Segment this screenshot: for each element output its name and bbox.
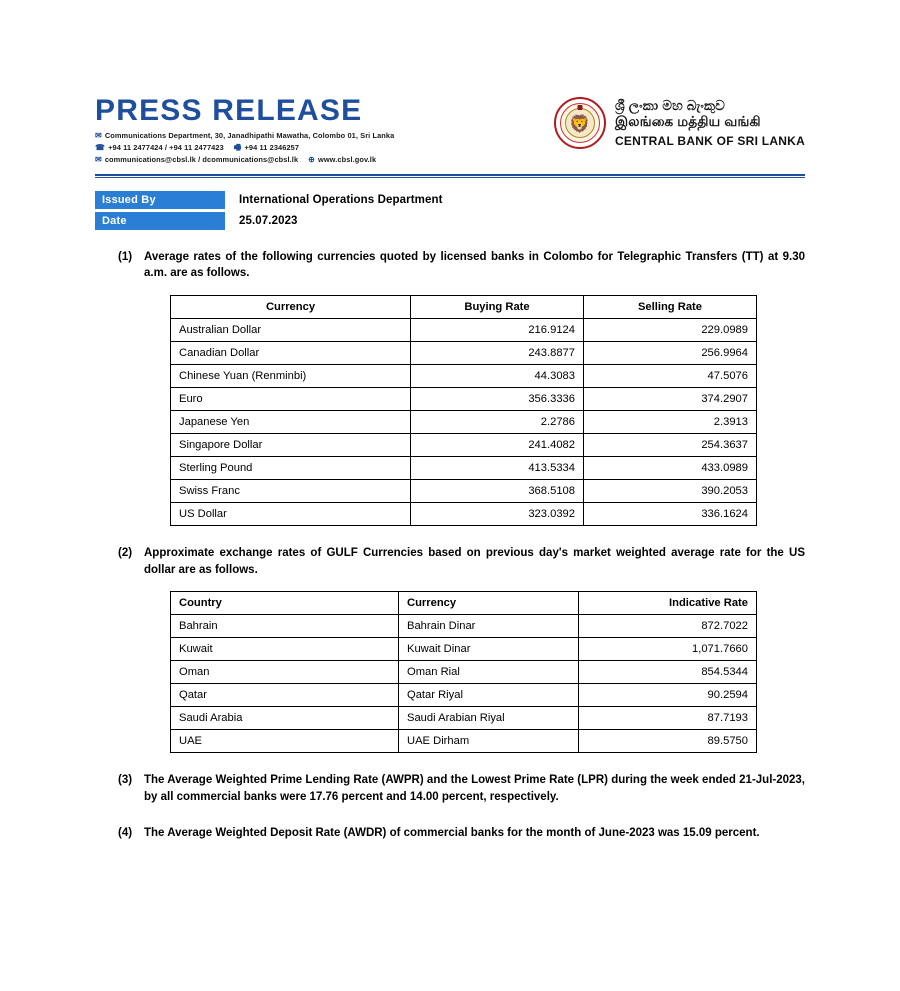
cell-indicative-rate: 87.7193	[579, 707, 757, 730]
cell-indicative-rate: 854.5344	[579, 661, 757, 684]
date-row	[95, 212, 805, 230]
cell-currency: Kuwait Dinar	[399, 638, 579, 661]
cell-buying: 356.3336	[411, 388, 584, 411]
table-row	[171, 457, 757, 480]
header-address-line	[95, 130, 495, 142]
header-right-block	[554, 97, 805, 149]
section-text-4: The Average Weighted Deposit Rate (AWDR) of commercial banks for the month of June-2023 was 15.09 percent.	[144, 826, 760, 839]
cell-selling: 256.9964	[584, 342, 757, 365]
date-label: Date	[95, 212, 225, 230]
cell-buying: 243.8877	[411, 342, 584, 365]
location-icon: ✉	[95, 130, 102, 140]
cell-currency: Japanese Yen	[171, 411, 411, 434]
header-email-line	[95, 154, 495, 166]
document-meta	[95, 191, 805, 230]
gulf-rates-table	[170, 591, 757, 753]
bank-name-block	[615, 98, 805, 149]
cell-selling: 336.1624	[584, 503, 757, 526]
table-header-row	[171, 592, 757, 615]
table-row	[171, 319, 757, 342]
table-header-row	[171, 296, 757, 319]
table-row	[171, 480, 757, 503]
table-row	[171, 661, 757, 684]
cell-buying: 413.5334	[411, 457, 584, 480]
header-divider	[95, 174, 805, 176]
section-paragraph-4	[95, 825, 805, 842]
header-country: Country	[171, 592, 399, 615]
section-paragraph-1	[95, 249, 805, 282]
issued-by-value: International Operations Department	[239, 193, 443, 206]
cell-currency: Swiss Franc	[171, 480, 411, 503]
cell-currency: Australian Dollar	[171, 319, 411, 342]
section-number-3: (3)	[118, 774, 133, 787]
cell-indicative-rate: 89.5750	[579, 730, 757, 753]
table-row	[171, 684, 757, 707]
section-text-2: Approximate exchange rates of GULF Currencies based on previous day's market weighted average rate for the US dollar are as follows.	[144, 547, 805, 576]
cell-country: UAE	[171, 730, 399, 753]
cell-selling: 254.3637	[584, 434, 757, 457]
cell-indicative-rate: 872.7022	[579, 615, 757, 638]
header-currency: Currency	[171, 296, 411, 319]
section-number-2: (2)	[118, 547, 133, 560]
table-row	[171, 638, 757, 661]
cell-currency: Canadian Dollar	[171, 342, 411, 365]
cell-country: Kuwait	[171, 638, 399, 661]
cell-currency: Singapore Dollar	[171, 434, 411, 457]
cell-selling: 47.5076	[584, 365, 757, 388]
header-email-text: communications@cbsl.lk / dcommunications@cbsl.lk	[104, 155, 299, 165]
section-number-4: (4)	[118, 826, 133, 839]
bank-name-tamil: இலங்கை மத்திய வங்கி	[614, 114, 761, 130]
gulf-table-wrapper	[170, 591, 757, 753]
header-address-text: Communications Department, 30, Janadhipathi Mawatha, Colombo 01, Sri Lanka	[104, 130, 395, 140]
table-row	[171, 434, 757, 457]
cell-selling: 229.0989	[584, 319, 757, 342]
cell-buying: 216.9124	[411, 319, 584, 342]
bank-name-sinhala: ශ්‍රී ලංකා මහ බැංකුව	[614, 97, 726, 113]
header-fax-text: +94 11 2346257	[244, 142, 300, 152]
cell-indicative-rate: 90.2594	[579, 684, 757, 707]
rates-table-wrapper	[170, 295, 757, 526]
cell-currency: Bahrain Dinar	[399, 615, 579, 638]
globe-icon: ⊕	[308, 155, 315, 165]
cell-buying: 241.4082	[411, 434, 584, 457]
table-row	[171, 707, 757, 730]
cell-country: Bahrain	[171, 615, 399, 638]
cell-buying: 44.3083	[411, 365, 584, 388]
issued-by-label: Issued By	[95, 191, 225, 209]
cell-country: Saudi Arabia	[171, 707, 399, 730]
section-paragraph-3	[95, 772, 805, 805]
bank-name-english: CENTRAL BANK OF SRI LANKA	[614, 133, 805, 148]
cell-country: Qatar	[171, 684, 399, 707]
section-paragraph-2	[95, 545, 805, 578]
email-icon: ✉	[95, 155, 102, 165]
cell-buying: 368.5108	[411, 480, 584, 503]
cell-buying: 2.2786	[411, 411, 584, 434]
date-value: 25.07.2023	[239, 214, 298, 227]
fax-icon: 🖷	[233, 142, 242, 152]
lion-emblem-icon: 🦁	[554, 97, 606, 149]
exchange-rates-table	[170, 295, 757, 526]
header-currency: Currency	[399, 592, 579, 615]
table-row	[171, 730, 757, 753]
table-row	[171, 615, 757, 638]
cell-selling: 374.2907	[584, 388, 757, 411]
cell-currency: Euro	[171, 388, 411, 411]
section-number-1: (1)	[118, 250, 133, 263]
cell-indicative-rate: 1,071.7660	[579, 638, 757, 661]
section-text-3: The Average Weighted Prime Lending Rate (AWPR) and the Lowest Prime Rate (LPR) during the week ended 21-Jul-2023, by all commercial banks were 17.76 percent and 14.00 percent, respectively.	[144, 774, 805, 804]
header-left-block	[95, 95, 495, 167]
header-phone-line	[95, 142, 495, 154]
header-buying-rate: Buying Rate	[411, 296, 584, 319]
cell-selling: 390.2053	[584, 480, 757, 503]
document-header	[95, 95, 805, 167]
table-row	[171, 503, 757, 526]
page-title: PRESS RELEASE	[95, 94, 363, 127]
cell-currency: Oman Rial	[399, 661, 579, 684]
header-divider-thin	[95, 177, 805, 178]
header-indicative-rate: Indicative Rate	[579, 592, 757, 615]
cell-currency: Chinese Yuan (Renminbi)	[171, 365, 411, 388]
table-row	[171, 388, 757, 411]
cell-currency: Saudi Arabian Riyal	[399, 707, 579, 730]
table-row	[171, 342, 757, 365]
section-text-1: Average rates of the following currencies quoted by licensed banks in Colombo for Telegraphic Transfers (TT) at 9.30 a.m. are as follows.	[144, 250, 805, 280]
cell-currency: US Dollar	[171, 503, 411, 526]
header-selling-rate: Selling Rate	[584, 296, 757, 319]
cell-currency: UAE Dirham	[399, 730, 579, 753]
header-website-text: www.cbsl.gov.lk	[317, 155, 377, 165]
cell-selling: 2.3913	[584, 411, 757, 434]
table-row	[171, 411, 757, 434]
table-row	[171, 365, 757, 388]
cell-currency: Sterling Pound	[171, 457, 411, 480]
cell-selling: 433.0989	[584, 457, 757, 480]
phone-icon: ☎	[95, 142, 106, 152]
header-phone-text: +94 11 2477424 / +94 11 2477423	[108, 142, 224, 152]
document-content	[95, 95, 805, 841]
cell-country: Oman	[171, 661, 399, 684]
cell-buying: 323.0392	[411, 503, 584, 526]
cell-currency: Qatar Riyal	[399, 684, 579, 707]
issued-by-row	[95, 191, 805, 209]
